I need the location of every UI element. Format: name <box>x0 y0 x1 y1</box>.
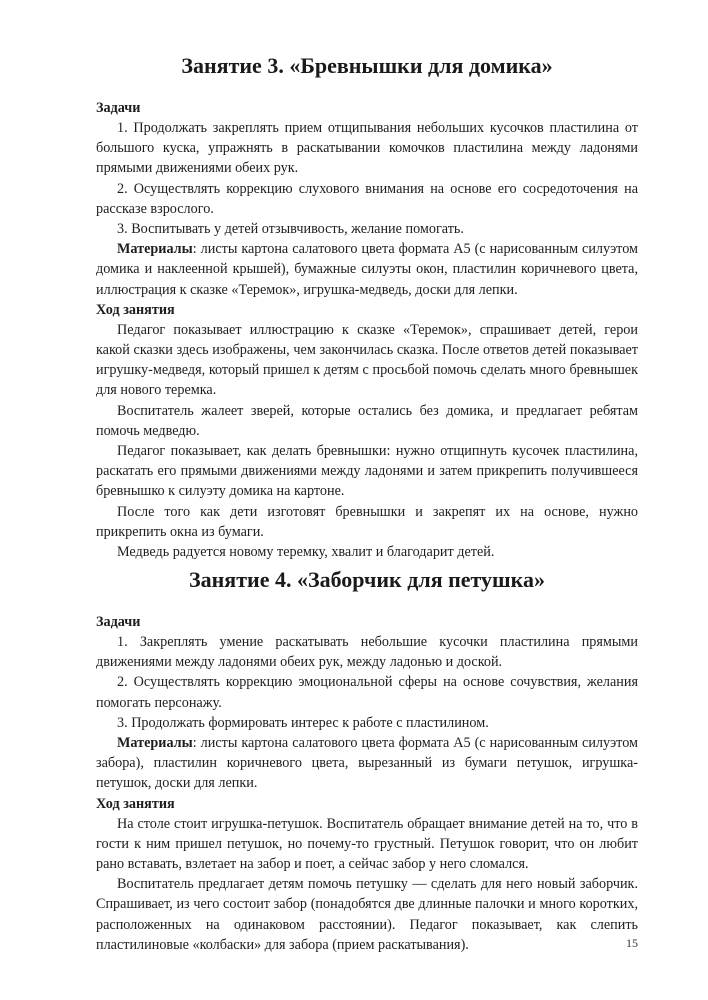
lesson4-tasks-heading: Задачи <box>96 614 141 630</box>
lesson4-task-1: 1. Закреплять умение раскатывать небольшие кусочки пластилина прямыми движениями между ладонями обеих рук, между ладонью и доской. <box>96 634 638 671</box>
lesson3-course-heading: Ход занятия <box>96 301 175 318</box>
lesson3-materials-text: : листы картона салатового цвета формата А5 (с нарисованным силуэтом домика и наклеенной крышей), бумажные силуэты окон, пластилин коричневого цвета, иллюстрация к сказке «Теремок», игрушка-медведь, доски для лепки. <box>96 241 638 298</box>
lesson4-body <box>96 612 638 955</box>
lesson3-course-4: После того как дети изготовят бревнышки и закрепят их на основе, нужно прикрепить окна из бумаги. <box>96 503 638 540</box>
lesson4-course-1: На столе стоит игрушка-петушок. Воспитатель обращает внимание детей на то, что в гости к ним пришел петушок, но почему-то грустный. Петушок говорит, что он любит рано вставать, взлетает на забор и поет, а сейчас забор у него сломался. <box>96 815 638 873</box>
lesson4-course-2: Воспитатель предлагает детям помочь петушку — сделать для него новый заборчик. Спрашивает, из чего состоит забор (понадобятся две длинные палочки и много коротких, расположенных на одинаковом расстоянии). Педагог показывает, как слепить пластилиновые «колбаски» для забора (прием раскатывания). <box>96 876 638 953</box>
lesson4-materials <box>96 733 638 794</box>
lesson3-course-2: Воспитатель жалеет зверей, которые остались без домика, и предлагает ребятам помочь медведю. <box>96 402 638 439</box>
lesson3-course-5: Медведь радуется новому теремку, хвалит и благодарит детей. <box>117 544 495 561</box>
lesson3-tasks-heading: Задачи <box>96 100 141 116</box>
lesson4-task-2: 2. Осуществлять коррекцию эмоциональной сферы на основе сочувствия, желания помогать персонажу. <box>96 674 638 711</box>
lesson3-title: Занятие 3. «Бревнышки для домика» <box>181 53 553 78</box>
lesson4-materials-label: Материалы <box>117 735 193 752</box>
lesson3-materials <box>96 239 638 300</box>
page-number: 15 <box>626 936 638 950</box>
lesson3-materials-label: Материалы <box>117 241 193 258</box>
lesson3-task-3: 3. Воспитывать у детей отзывчивость, желание помогать. <box>117 221 464 238</box>
lesson4-title: Занятие 4. «Заборчик для петушка» <box>189 567 545 592</box>
lesson3-task-2: 2. Осуществлять коррекцию слухового внимания на основе его сосредоточения на рассказе взрослого. <box>96 180 638 217</box>
lesson4-materials-text: : листы картона салатового цвета формата А5 (с нарисованным силуэтом забора), пластилин коричневого цвета, вырезанный из бумаги петушок, игрушка-петушок, доски для лепки. <box>96 735 638 792</box>
lesson3-course-3: Педагог показывает, как делать бревнышки: нужно отщипнуть кусочек пластилина, раскатать его прямыми движениями между ладонями и затем прикрепить получившееся бревнышко к силуэту домика на картоне. <box>96 443 638 500</box>
lesson3-task-1: 1. Продолжать закреплять прием отщипывания небольших кусочков пластилина от большого куска, упражнять в раскатывании комочков пластилина между ладонями прямыми движениями обеих рук. <box>96 120 638 177</box>
lesson4-task-3: 3. Продолжать формировать интерес к работе с пластилином. <box>117 714 489 731</box>
lesson3-body <box>96 98 638 562</box>
lesson4-course-heading: Ход занятия <box>96 795 175 812</box>
lesson3-course-1: Педагог показывает иллюстрацию к сказке «Теремок», спрашивает детей, герои какой сказки здесь изображены, чем закончилась сказка. После ответов детей показывает игрушку-медведя, который пришел к детям с просьбой помочь сделать много бревнышек для нового теремка. <box>96 321 638 399</box>
